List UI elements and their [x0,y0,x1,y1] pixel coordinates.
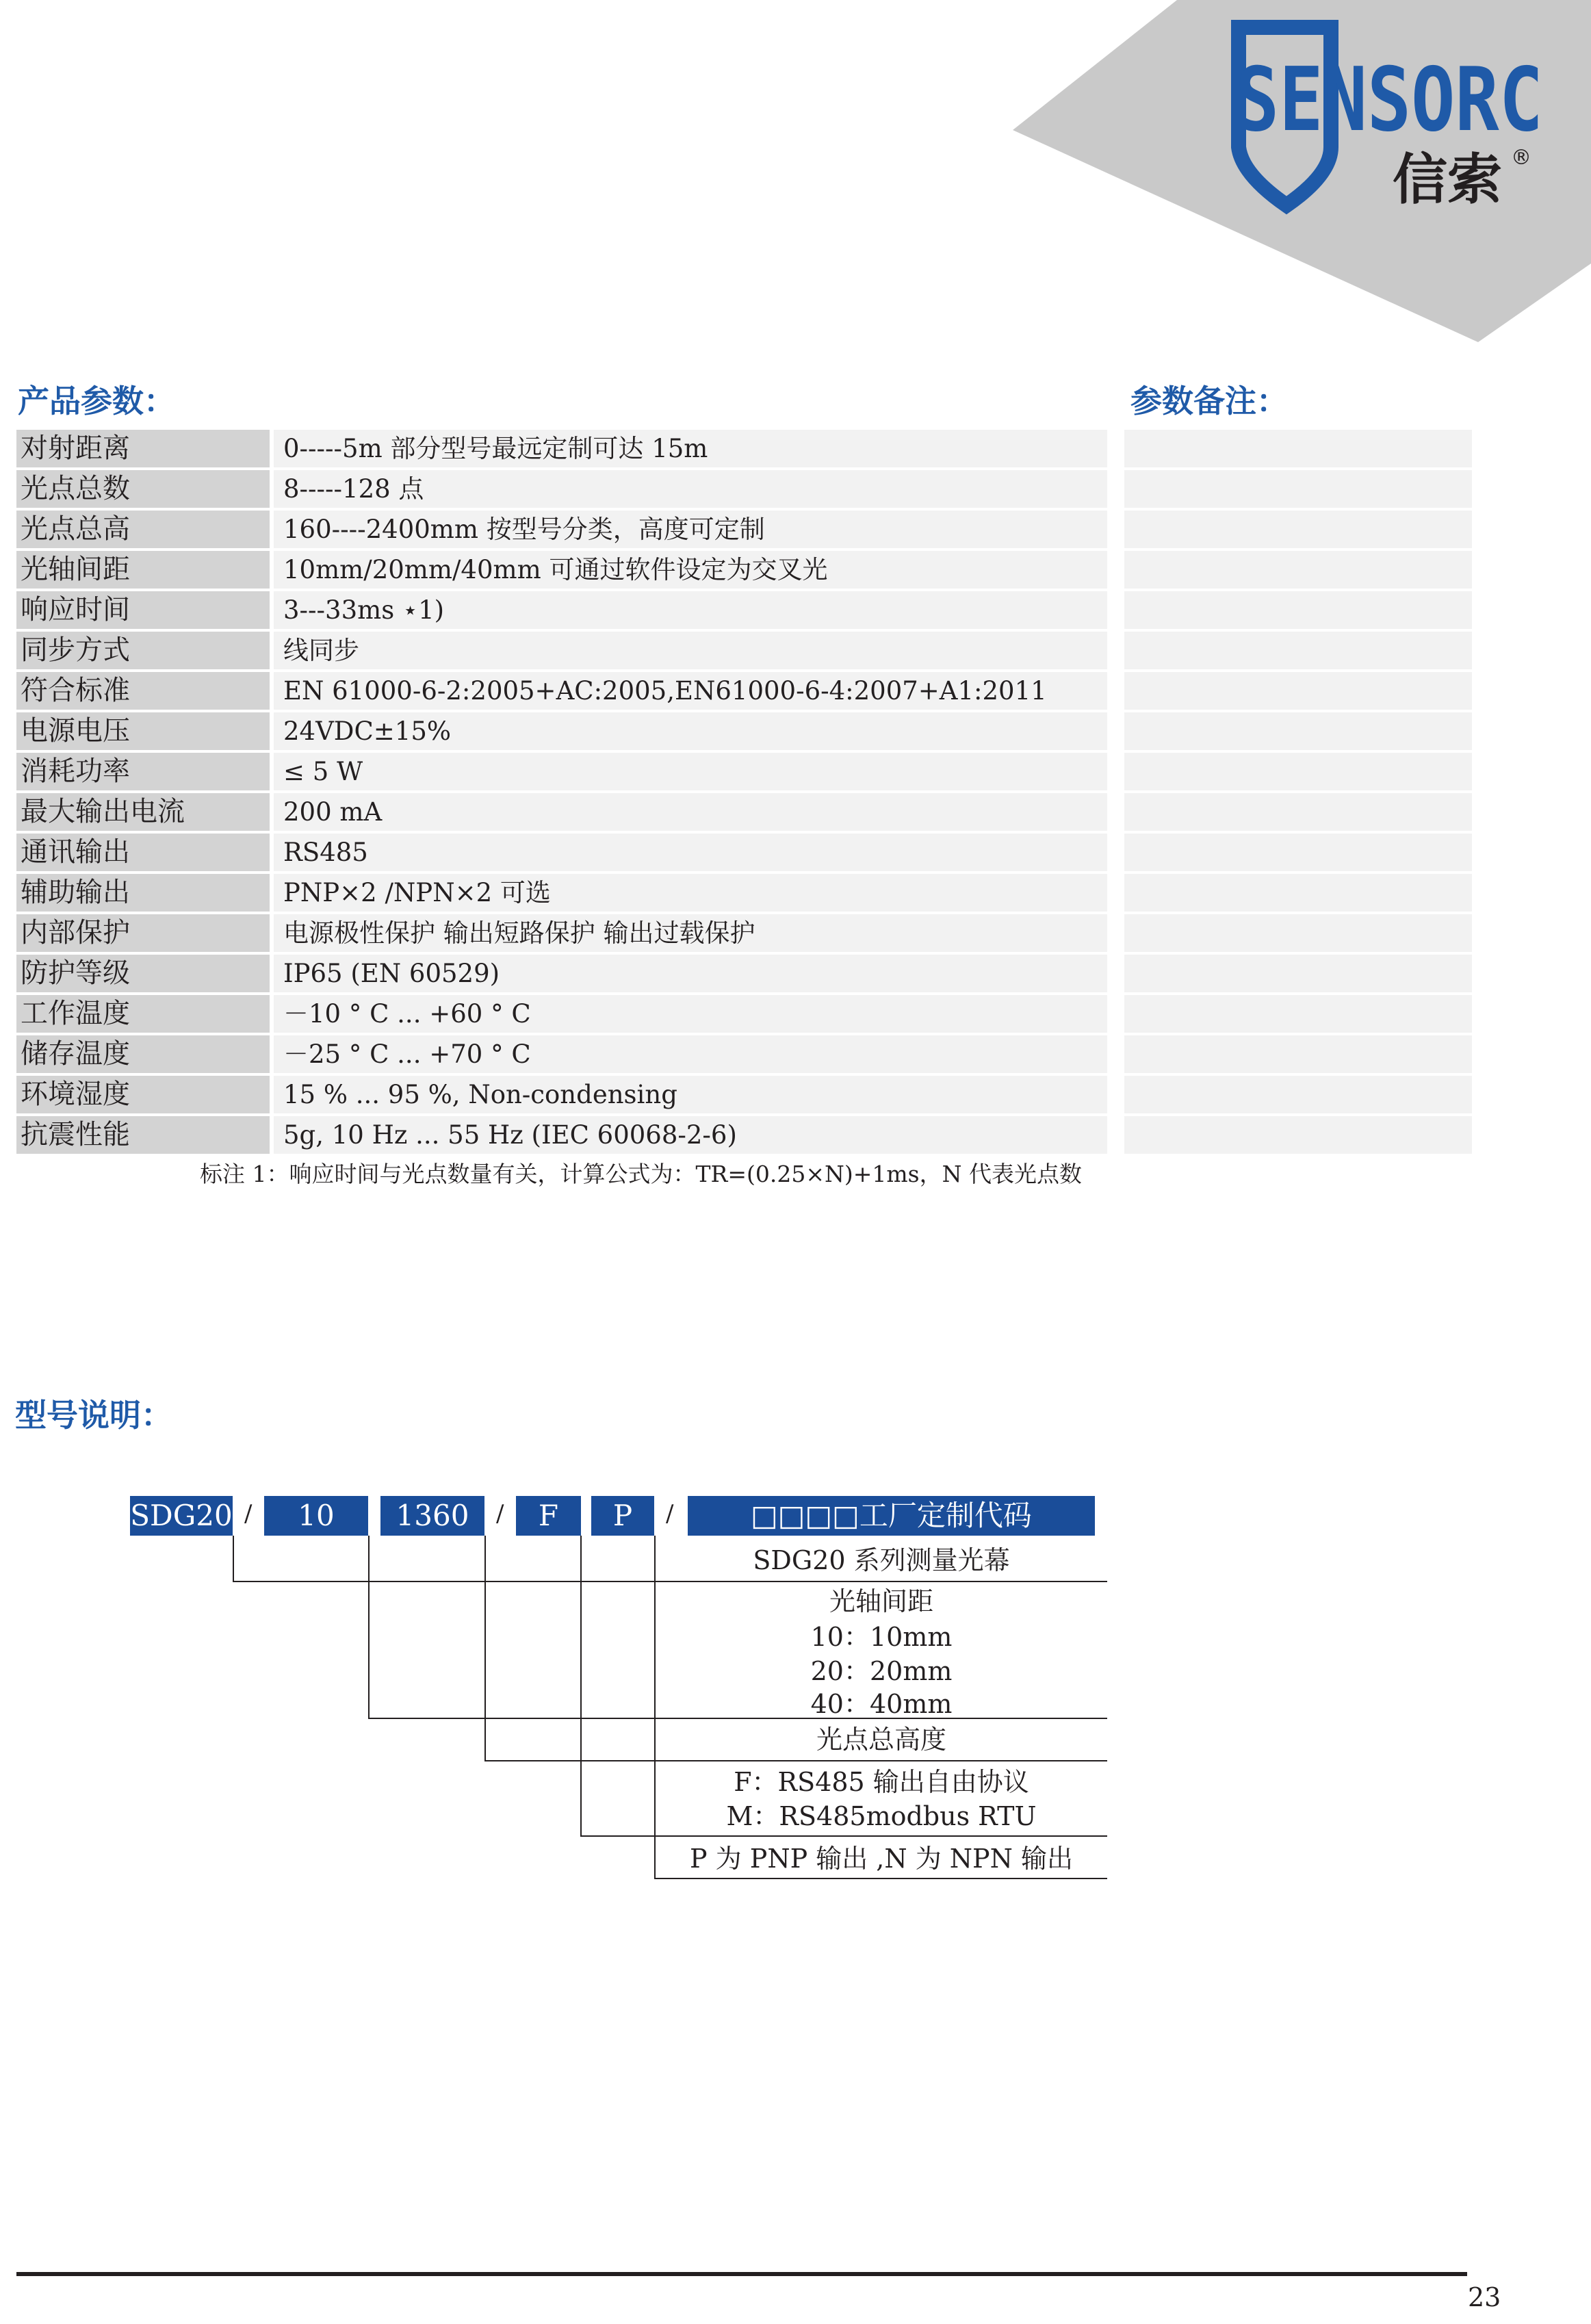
connector-line [580,1536,582,1837]
connector-line [368,1536,370,1719]
param-label: 符合标准 [16,672,270,710]
param-row [16,1035,1091,1076]
connector-line [233,1536,234,1582]
param-value: 3---33ms ⋆1) [274,591,1107,629]
param-row [16,793,1091,834]
param-value: 电源极性保护 输出短路保护 输出过载保护 [274,914,1107,952]
desc-comm-f: F：RS485 输出自由协议 [734,1767,1029,1797]
code-protocol: F [516,1496,581,1536]
param-value: 8-----128 点 [274,470,1107,508]
param-value: －10 ° C ... +60 ° C [274,995,1107,1033]
bottom-rule [16,2272,1467,2276]
param-row [16,430,1091,470]
param-row [16,753,1091,793]
param-row [16,874,1091,914]
remarks-heading: 参数备注： [1130,383,1288,419]
param-label: 消耗功率 [16,753,270,790]
header-corner-graphic [1013,0,1591,349]
param-value: 160----2400mm 按型号分类，高度可定制 [274,511,1107,548]
param-label: 最大输出电流 [16,793,270,831]
footnote: 标注 1：响应时间与光点数量有关，计算公式为：TR=(0.25×N)+1ms，N 代表光点数 [200,1161,1082,1187]
desc-pitch-40: 40：40mm [810,1689,953,1719]
param-label: 光点总数 [16,470,270,508]
connector-line [654,1878,1107,1879]
code-separator: / [244,1500,253,1527]
remarks-column [1124,430,1472,1157]
param-label: 辅助输出 [16,874,270,912]
param-row [16,1076,1091,1116]
connector-line [484,1760,1107,1761]
desc-series: SDG20 系列测量光幕 [753,1545,1010,1575]
params-table [16,430,1091,1157]
page-number: 23 [1468,2282,1501,2312]
param-row [16,672,1091,712]
param-value: 0-----5m 部分型号最远定制可达 15m [274,430,1107,467]
code-height: 1360 [380,1496,484,1536]
param-value: 5g, 10 Hz ... 55 Hz (IEC 60068-2-6) [274,1116,1107,1154]
code-series: SDG20 [130,1496,233,1536]
param-value: 200 mA [274,793,1107,831]
code-pitch: 10 [264,1496,368,1536]
param-row [16,1116,1091,1157]
param-label: 光点总高 [16,511,270,548]
desc-comm-m: M：RS485modbus RTU [726,1801,1037,1831]
desc-pitch-10: 10：10mm [810,1622,953,1652]
param-value: RS485 [274,834,1107,871]
param-label: 对射距离 [16,430,270,467]
params-heading: 产品参数： [18,383,175,419]
param-label: 同步方式 [16,632,270,669]
param-row [16,551,1091,591]
param-value: PNP×2 /NPN×2 可选 [274,874,1107,912]
param-label: 响应时间 [16,591,270,629]
connector-line [484,1536,486,1761]
model-heading: 型号说明： [15,1397,172,1434]
code-custom: □□□□工厂定制代码 [688,1496,1095,1536]
param-value: 15 % ... 95 %, Non-condensing [274,1076,1107,1113]
code-separator: / [666,1500,674,1527]
desc-pitch-title: 光轴间距 [829,1586,933,1616]
param-row [16,995,1091,1035]
param-row [16,591,1091,632]
param-label: 电源电压 [16,712,270,750]
param-row [16,914,1091,955]
desc-pitch-20: 20：20mm [810,1656,953,1686]
param-value: －25 ° C ... +70 ° C [274,1035,1107,1073]
code-output: P [591,1496,654,1536]
param-label: 抗震性能 [16,1116,270,1154]
param-label: 防护等级 [16,955,270,992]
param-row [16,632,1091,672]
param-row [16,955,1091,995]
param-value: 线同步 [274,632,1107,669]
param-label: 光轴间距 [16,551,270,589]
connector-line [233,1581,1107,1582]
desc-height: 光点总高度 [816,1725,946,1755]
param-label: 储存温度 [16,1035,270,1073]
param-value: IP65 (EN 60529) [274,955,1107,992]
logo-latin: SENSORC [1235,49,1543,151]
param-label: 内部保护 [16,914,270,952]
param-value: 10mm/20mm/40mm 可通过软件设定为交叉光 [274,551,1107,589]
param-label: 环境湿度 [16,1076,270,1113]
param-label: 通讯输出 [16,834,270,871]
param-row [16,834,1091,874]
param-row [16,470,1091,511]
param-value: 24VDC±15% [274,712,1107,750]
param-label: 工作温度 [16,995,270,1033]
registered-mark: ® [1511,146,1531,170]
param-row [16,712,1091,753]
connector-line [580,1835,1107,1837]
param-value: EN 61000-6-2:2005+AC:2005,EN61000-6-4:2007+A1:2011 [274,672,1107,710]
desc-output: P 为 PNP 输出 ,N 为 NPN 输出 [690,1844,1073,1874]
param-value: ≤ 5 W [274,753,1107,790]
param-row [16,511,1091,551]
code-separator: / [496,1500,504,1527]
logo-chinese: 信索 [1393,148,1502,211]
